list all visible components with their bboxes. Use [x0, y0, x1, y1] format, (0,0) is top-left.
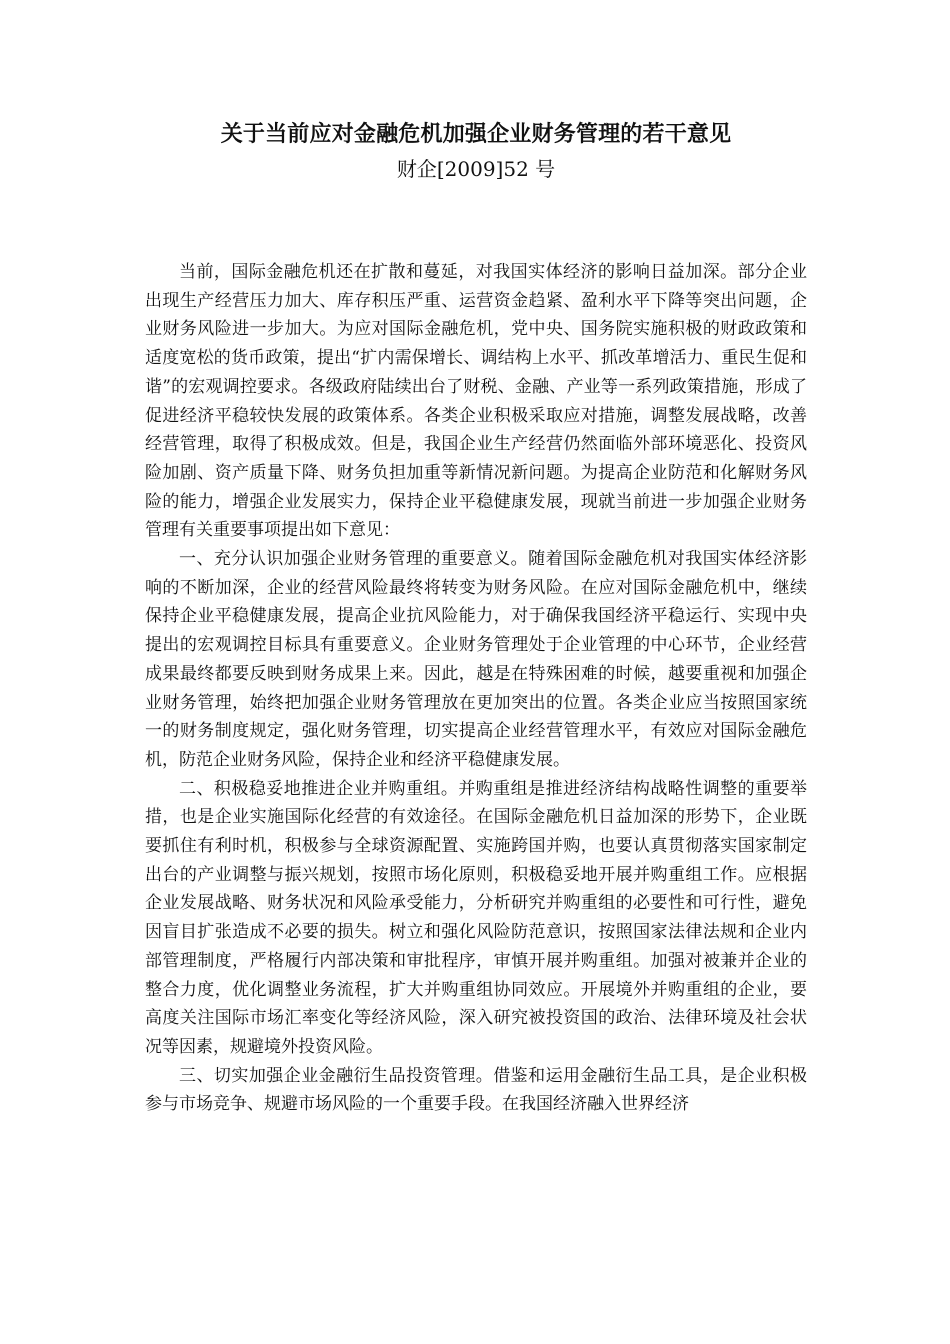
document-page: [145, 118, 807, 1119]
paragraph-section-1: 一、充分认识加强企业财务管理的重要意义。随着国际金融危机对我国实体经济影响的不断加深，企业的经营风险最终将转变为财务风险。在应对国际金融危机中，继续保持企业平稳健康发展，提高企业抗风险能力，对于确保我国经济平稳运行、实现中央提出的宏观调控目标具有重要意义。企业财务管理处于企业管理的中心环节，企业经营成果最终都要反映到财务成果上来。因此，越是在特殊困难的时候，越要重视和加强企业财务管理，始终把加强企业财务管理放在更加突出的位置。各类企业应当按照国家统一的财务制度规定，强化财务管理，切实提高企业经营管理水平，有效应对国际金融危机，防范企业财务风险，保持企业和经济平稳健康发展。: [145, 549, 807, 770]
document-title: 关于当前应对金融危机加强企业财务管理的若干意见: [220, 122, 732, 147]
paragraph-section-3: 三、切实加强企业金融衍生品投资管理。借鉴和运用金融衍生品工具，是企业积极参与市场竞争、规避市场风险的一个重要手段。在我国经济融入世界经济: [145, 1065, 807, 1115]
document-number: 财企[2009]52 号: [396, 157, 556, 181]
paragraph-intro: 当前，国际金融危机还在扩散和蔓延，对我国实体经济的影响日益加深。部分企业出现生产经营压力加大、库存积压严重、运营资金趋紧、盈利水平下降等突出问题，企业财务风险进一步加大。为应对国际金融危机，党中央、国务院实施积极的财政政策和适度宽松的货币政策，提出“扩内需保增长、调结构上水平、抓改革增活力、重民生促和谐”的宏观调控要求。各级政府陆续出台了财税、金融、产业等一系列政策措施，形成了促进经济平稳较快发展的政策体系。各类企业积极采取应对措施，调整发展战略，改善经营管理，取得了积极成效。但是，我国企业生产经营仍然面临外部环境恶化、投资风险加剧、资产质量下降、财务负担加重等新情况新问题。为提高企业防范和化解财务风险的能力，增强企业发展实力，保持企业平稳健康发展，现就当前进一步加强企业财务管理有关重要事项提出如下意见：: [145, 262, 807, 541]
paragraph-section-2: 二、积极稳妥地推进企业并购重组。并购重组是推进经济结构战略性调整的重要举措，也是企业实施国际化经营的有效途径。在国际金融危机日益加深的形势下，企业既要抓住有利时机，积极参与全球资源配置、实施跨国并购，也要认真贯彻落实国家制定出台的产业调整与振兴规划，按照市场化原则，积极稳妥地开展并购重组工作。应根据企业发展战略、财务状况和风险承受能力，分析研究并购重组的必要性和可行性，避免因盲目扩张造成不必要的损失。树立和强化风险防范意识，按照国家法律法规和企业内部管理制度，严格履行内部决策和审批程序，审慎开展并购重组。加强对被兼并企业的整合力度，优化调整业务流程，扩大并购重组协同效应。开展境外并购重组的企业，要高度关注国际市场汇率变化等经济风险，深入研究被投资国的政治、法律环境及社会状况等因素，规避境外投资风险。: [145, 778, 807, 1057]
document-body: [145, 258, 807, 1119]
